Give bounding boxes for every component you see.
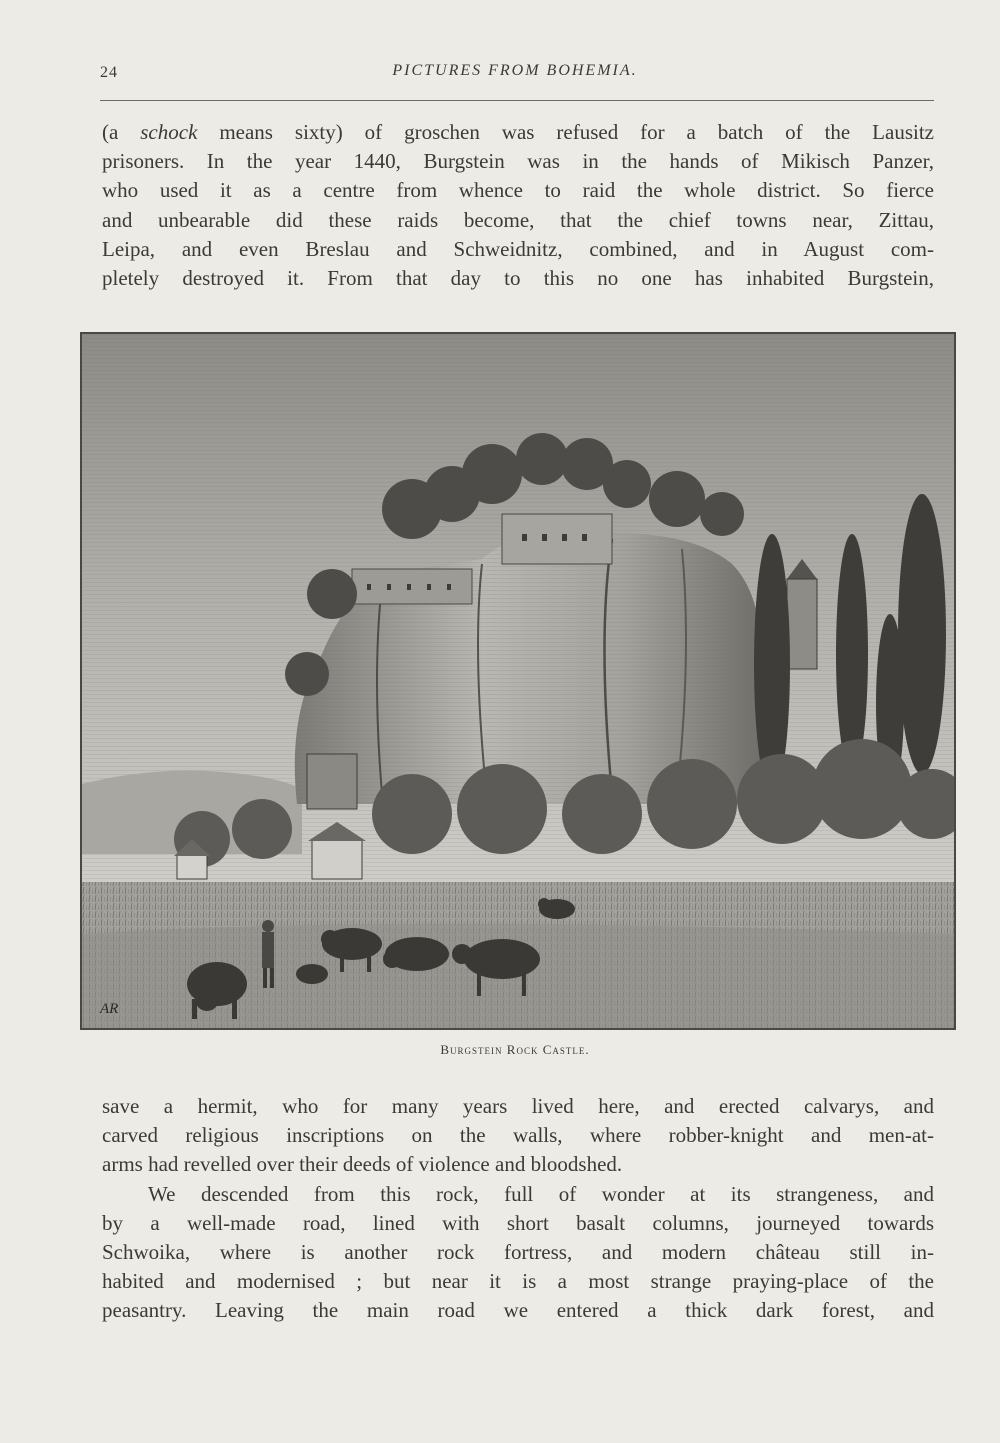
- text-line: (a schock means sixty) of groschen was refused for a batch of the Lausitz: [102, 120, 934, 144]
- page-number: 24: [100, 64, 118, 81]
- text-line: who used it as a centre from whence to raid the whole district. So fierce: [102, 178, 934, 203]
- text-line: arms had revelled over their deeds of violence and bloodshed.: [102, 1152, 623, 1177]
- distant-tower: [787, 559, 817, 669]
- text-line: and unbearable did these raids become, that the chief towns near, Zittau,: [102, 207, 934, 232]
- header-rule: [100, 100, 934, 101]
- text-line: by a well-made road, lined with short basalt columns, journeyed towards: [102, 1210, 934, 1235]
- text-line: carved religious inscriptions on the walls, where robber-knight and men-at-: [102, 1123, 934, 1148]
- paragraph-top: [102, 118, 934, 293]
- running-head: PICTURES FROM BOHEMIA.: [392, 62, 638, 79]
- artist-monogram: AR: [100, 1001, 119, 1017]
- italic-word: schock: [140, 120, 198, 144]
- text-line: prisoners. In the year 1440, Burgstein was in the hands of Mikisch Panzer,: [102, 149, 934, 174]
- text-line: save a hermit, who for many years lived here, and erected calvarys, and: [102, 1094, 934, 1118]
- figure-caption: Burgstein Rock Castle.: [440, 1042, 590, 1057]
- paragraph-bottom: [102, 1092, 934, 1326]
- text-line: peasantry. Leaving the main road we entered a thick dark forest, and: [102, 1298, 934, 1323]
- engraving-burgstein-rock-castle: [82, 334, 954, 1028]
- illustration: [80, 332, 956, 1030]
- text-line: Schwoika, where is another rock fortress, and modern château still in-: [102, 1240, 934, 1265]
- text-line: pletely destroyed it. From that day to this no one has inhabited Burgstein,: [102, 266, 934, 291]
- text-line: Leipa, and even Breslau and Schweidnitz, combined, and in August com-: [102, 236, 934, 261]
- text-line: We descended from this rock, full of wonder at its strangeness, and: [148, 1181, 934, 1206]
- text-line: habited and modernised ; but near it is a most strange praying-place of the: [102, 1269, 934, 1294]
